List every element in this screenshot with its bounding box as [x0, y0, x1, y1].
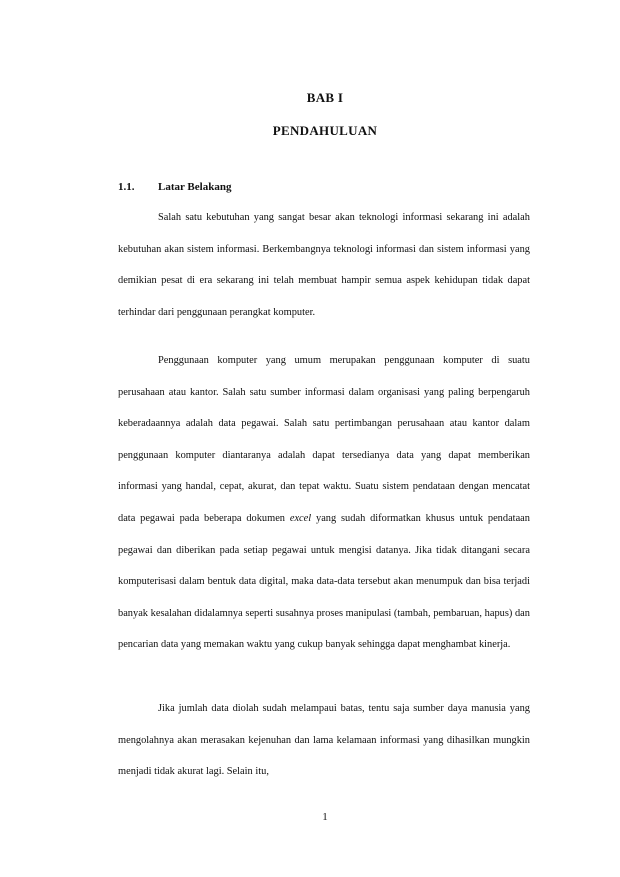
section-number: 1.1. — [118, 181, 135, 193]
paragraph-2 — [118, 345, 530, 661]
paragraph-2-text-before: Penggunaan komputer yang umum merupakan penggunaan komputer di suatu perusahaan atau kantor. Salah satu sumber informasi dalam organisasi yang paling berpengaruh keberadaannya adalah data pegawai. Salah satu pertimbangan perusahaan atau kantor dalam penggunaan komputer diantaranya adalah dapat tersedianya data yang dapat memberikan informasi yang handal, cepat, akurat, dan tepat waktu. Suatu sistem pendataan dengan mencatat data pegawai pada beberapa dokumen — [118, 355, 530, 524]
paragraph-1: Salah satu kebutuhan yang sangat besar akan teknologi informasi sekarang ini adalah kebutuhan akan sistem informasi. Berkembangnya teknologi informasi dan sistem informasi yang demikian pesat di era sekarang ini telah membuat hampir semua aspek kehidupan tidak dapat terhindar dari penggunaan perangkat komputer. — [118, 212, 530, 318]
paragraph-3: Jika jumlah data diolah sudah melampaui batas, tentu saja sumber daya manusia yang mengolahnya akan merasakan kejenuhan dan lama kelamaan informasi yang dihasilkan mungkin menjadi tidak akurat lagi. Selain itu, — [118, 703, 530, 778]
paragraph-2-emphasis: excel — [289, 512, 312, 524]
chapter-number: BAB I — [306, 90, 344, 105]
section-title: Latar Belakang — [158, 181, 232, 193]
section-heading — [118, 181, 231, 193]
page-number: 1 — [322, 811, 328, 823]
chapter-title: PENDAHULUAN — [272, 123, 378, 138]
paragraph-2-text-after: yang sudah diformatkan khusus untuk pendataan pegawai dan diberikan pada setiap pegawai untuk mengisi datanya. Jika tidak ditangani secara komputerisasi dalam bentuk data digital, maka data-data tersebut akan menumpuk dan bisa terjadi banyak kesalahan didalamnya seperti susahnya proses manipulasi (tambah, pembaruan, hapus) dan pencarian data yang memakan waktu yang cukup banyak sehingga dapat menghambat kinerja. — [118, 512, 530, 651]
